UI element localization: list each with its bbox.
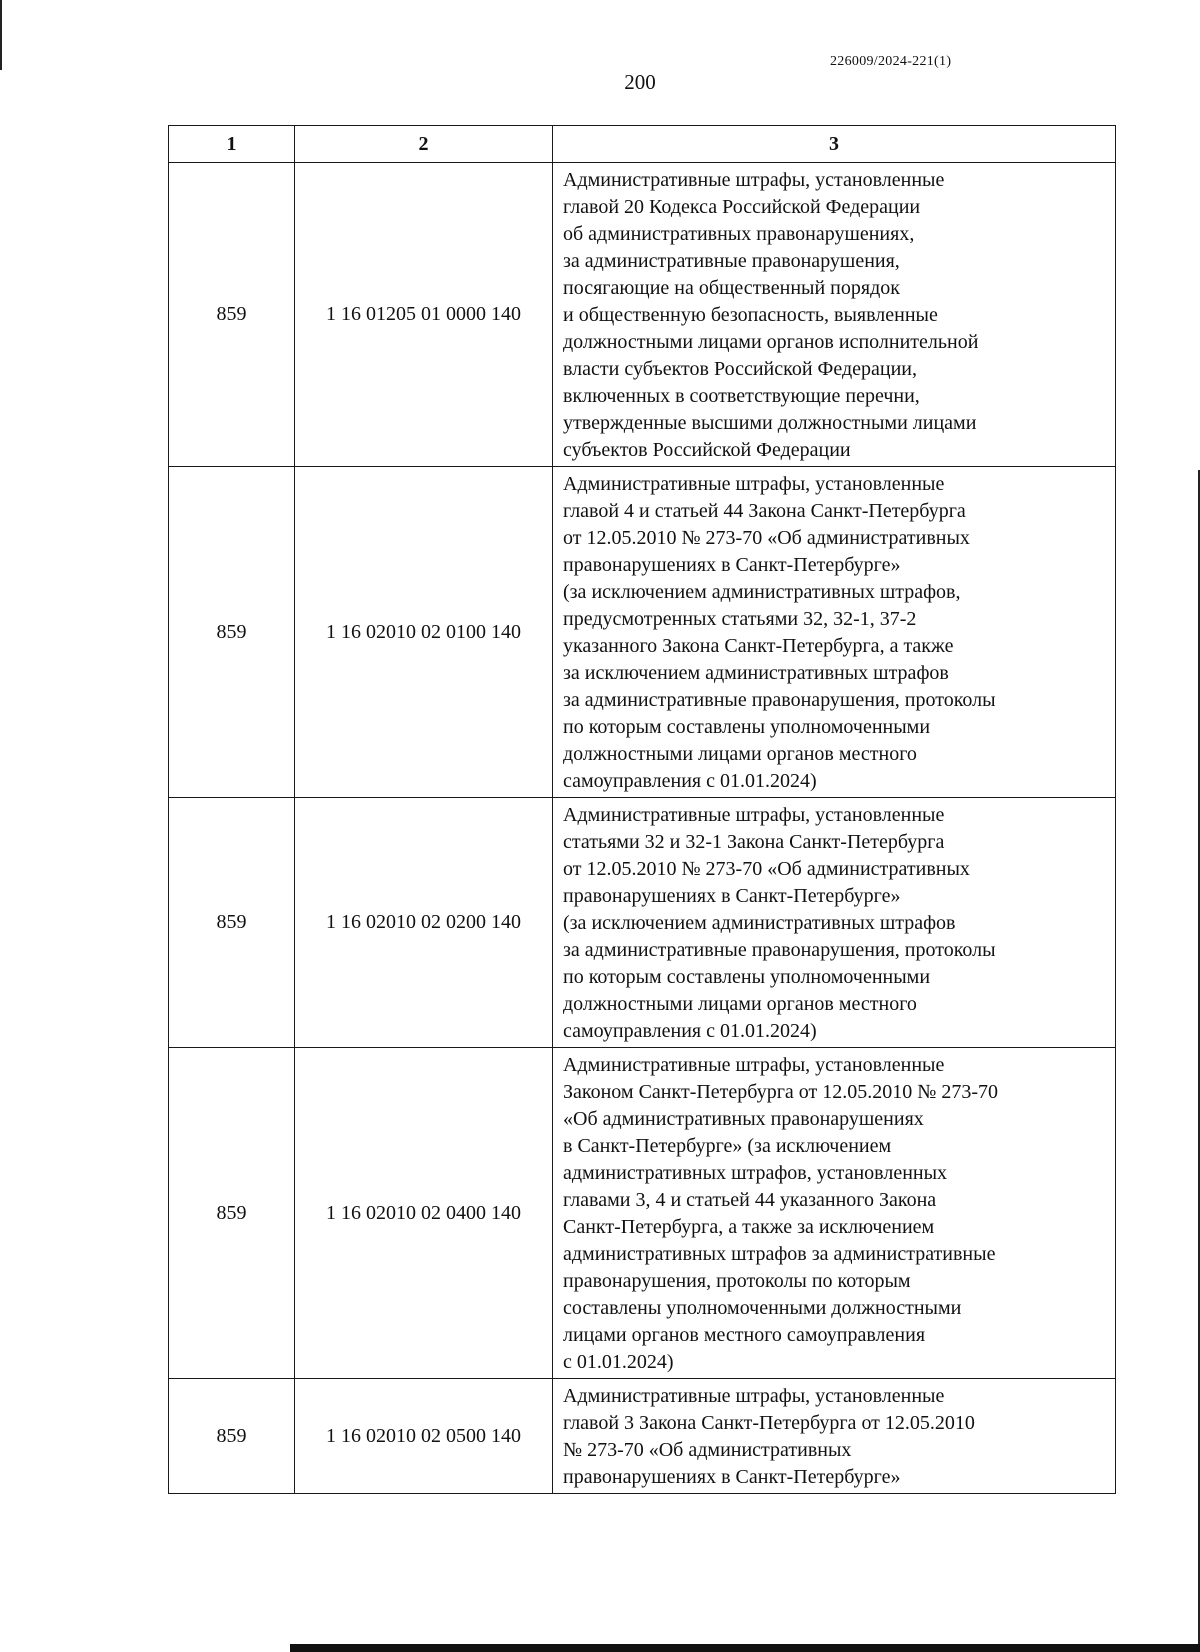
description-line: в Санкт-Петербурге» (за исключением (563, 1135, 892, 1157)
description-line: утвержденные высшими должностными лицами (563, 412, 977, 434)
description-line: административных штрафов за административные (563, 1243, 996, 1265)
description-line: субъектов Российской Федерации (563, 439, 851, 461)
description-cell (553, 798, 1116, 1048)
description-line: главой 4 и статьей 44 Закона Санкт-Петербурга (563, 500, 966, 522)
budget-classification-code-cell: 1 16 02010 02 0400 140 (295, 1048, 553, 1379)
budget-classification-code-cell: 1 16 02010 02 0100 140 (295, 467, 553, 798)
description-line: (за исключением административных штрафов (563, 912, 956, 934)
description-line: самоуправления с 01.01.2024) (563, 770, 817, 792)
description-line: главами 3, 4 и статьей 44 указанного Закона (563, 1189, 937, 1211)
table-row (169, 467, 1116, 798)
description-line: Административные штрафы, установленные (563, 473, 945, 495)
description-cell (553, 1379, 1116, 1494)
description-line: Санкт-Петербурга, а также за исключением (563, 1216, 935, 1238)
description-line: за административные правонарушения, (563, 250, 900, 272)
table-row (169, 1048, 1116, 1379)
description-line: предусмотренных статьями 32, 32-1, 37-2 (563, 608, 917, 630)
table-body (169, 163, 1116, 1494)
description-line: Административные штрафы, установленные (563, 1385, 945, 1407)
table-row (169, 163, 1116, 467)
table-row (169, 798, 1116, 1048)
header-col-1: 1 (169, 126, 295, 163)
description-line: составлены уполномоченными должностными (563, 1297, 962, 1319)
description-line: Административные штрафы, установленные (563, 804, 945, 826)
budget-classification-code-cell: 1 16 02010 02 0200 140 (295, 798, 553, 1048)
description-line: по которым составлены уполномоченными (563, 716, 931, 738)
scan-edge-bottom (290, 1644, 1200, 1652)
description-line: с 01.01.2024) (563, 1351, 674, 1373)
description-line: от 12.05.2010 № 273-70 «Об административных (563, 527, 970, 549)
table-header-row (169, 126, 1116, 163)
admin-code-cell: 859 (169, 798, 295, 1048)
description-line: статьями 32 и 32-1 Закона Санкт-Петербурга (563, 831, 945, 853)
description-line: за исключением административных штрафов (563, 662, 949, 684)
description-line: правонарушениях в Санкт-Петербурге» (563, 1466, 901, 1488)
description-cell (553, 467, 1116, 798)
admin-code-cell: 859 (169, 1048, 295, 1379)
description-line: по которым составлены уполномоченными (563, 966, 931, 988)
description-cell (553, 1048, 1116, 1379)
description-line: за административные правонарушения, протоколы (563, 939, 996, 961)
description-line: Административные штрафы, установленные (563, 1054, 945, 1076)
page-number: 200 (624, 70, 656, 94)
document-number: 226009/2024-221(1) (830, 54, 952, 69)
description-line: должностными лицами органов местного (563, 993, 917, 1015)
description-line: от 12.05.2010 № 273-70 «Об административных (563, 858, 970, 880)
description-line: правонарушениях в Санкт-Петербурге» (563, 554, 901, 576)
description-line: посягающие на общественный порядок (563, 277, 900, 299)
description-line: за административные правонарушения, протоколы (563, 689, 996, 711)
budget-classification-code-cell: 1 16 02010 02 0500 140 (295, 1379, 553, 1494)
table-container (168, 125, 1115, 1494)
description-line: указанного Закона Санкт-Петербурга, а также (563, 635, 954, 657)
admin-code-cell: 859 (169, 163, 295, 467)
description-line: административных штрафов, установленных (563, 1162, 948, 1184)
description-line: правонарушения, протоколы по которым (563, 1270, 911, 1292)
admin-code-cell: 859 (169, 1379, 295, 1494)
description-line: «Об административных правонарушениях (563, 1108, 924, 1130)
description-line: Административные штрафы, установленные (563, 169, 945, 191)
description-line: № 273-70 «Об административных (563, 1439, 852, 1461)
description-line: и общественную безопасность, выявленные (563, 304, 938, 326)
scan-edge-left (0, 0, 2, 70)
description-line: главой 3 Закона Санкт-Петербурга от 12.05.2010 (563, 1412, 975, 1434)
description-cell (553, 163, 1116, 467)
description-line: Законом Санкт-Петербурга от 12.05.2010 № 273-70 (563, 1081, 998, 1103)
description-line: должностными лицами органов исполнительной (563, 331, 979, 353)
description-line: власти субъектов Российской Федерации, (563, 358, 917, 380)
description-line: должностными лицами органов местного (563, 743, 917, 765)
description-line: главой 20 Кодекса Российской Федерации (563, 196, 921, 218)
header-col-2: 2 (295, 126, 553, 163)
description-line: правонарушениях в Санкт-Петербурге» (563, 885, 901, 907)
description-line: самоуправления с 01.01.2024) (563, 1020, 817, 1042)
description-line: (за исключением административных штрафов, (563, 581, 961, 603)
budget-codes-table (168, 125, 1116, 1494)
table-row (169, 1379, 1116, 1494)
admin-code-cell: 859 (169, 467, 295, 798)
description-line: об административных правонарушениях, (563, 223, 915, 245)
header-col-3: 3 (553, 126, 1116, 163)
description-line: лицами органов местного самоуправления (563, 1324, 926, 1346)
description-line: включенных в соответствующие перечни, (563, 385, 920, 407)
budget-classification-code-cell: 1 16 01205 01 0000 140 (295, 163, 553, 467)
